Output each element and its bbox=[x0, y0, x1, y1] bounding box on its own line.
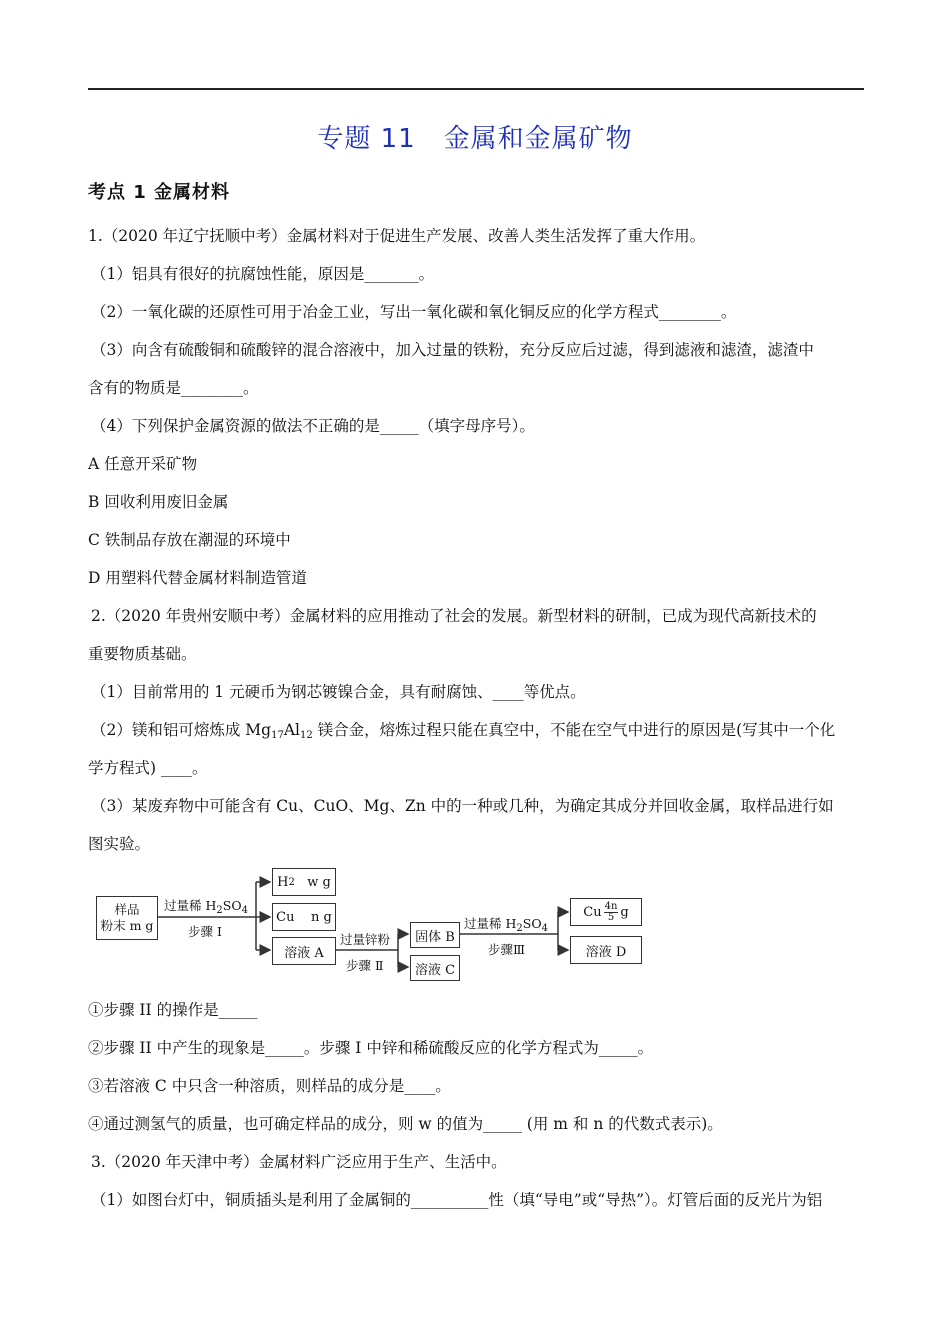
q2-sub-2: ②步骤 II 中产生的现象是_____。步骤 I 中锌和稀硫酸反应的化学方程式为_____。 bbox=[88, 1039, 654, 1057]
step-1-label: 步骤 Ⅰ bbox=[188, 924, 222, 939]
page-title bbox=[0, 118, 950, 155]
fraction-4n-5: $\frac{4n}{5}$ bbox=[604, 900, 618, 923]
q2-sub-3: ③若溶液 C 中只含一种溶质，则样品的成分是____。 bbox=[88, 1077, 451, 1095]
q1-option-b: B 回收利用废旧金属 bbox=[88, 493, 229, 511]
q1-part-1: （1）铝具有很好的抗腐蚀性能，原因是_______。 bbox=[91, 265, 435, 283]
reagent-label-1: 过量稀 $H_2SO_4$ bbox=[164, 898, 248, 916]
q2-part-3b: 图实验。 bbox=[88, 835, 151, 853]
q2-part-1: （1）目前常用的 1 元硬币为钢芯镀镍合金，具有耐腐蚀、____等优点。 bbox=[91, 683, 586, 701]
q1-part-3b: 含有的物质是________。 bbox=[88, 379, 259, 397]
solution-a-box: 溶液 A bbox=[272, 937, 336, 965]
copper-fraction-box: Cu $\frac{4n}{5}$ g bbox=[570, 898, 642, 926]
solution-d-box: 溶液 D bbox=[570, 936, 642, 964]
hydrogen-box: H 2 w g bbox=[272, 868, 336, 896]
q3-part-1: （1）如图台灯中，铜质插头是利用了金属铜的__________性（填“导电”或“导热”）。灯管后面的反光片为铝 bbox=[91, 1191, 823, 1209]
q1-part-2: （2）一氧化碳的还原性可用于冶金工业，写出一氧化碳和氧化铜反应的化学方程式________。 bbox=[91, 303, 737, 321]
experiment-flow-diagram bbox=[92, 862, 652, 986]
q1-option-a: A 任意开采矿物 bbox=[88, 455, 198, 473]
section-heading: 考点 1 金属材料 bbox=[88, 182, 231, 203]
q2-part-2a: （2）镁和铝可熔炼成 $Mg_{17}Al_{12}$ 镁合金，熔炼过程只能在真空中，不能在空气中进行的原因是(写其中一个化 bbox=[91, 721, 836, 741]
title-main: 金属和金属矿物 bbox=[443, 124, 633, 154]
step-3-label: 步骤Ⅲ bbox=[488, 942, 526, 957]
q3-stem: 3.（2020 年天津中考）金属材料广泛应用于生产、生活中。 bbox=[91, 1153, 507, 1171]
q1-part-3a: （3）向含有硫酸铜和硫酸锌的混合溶液中，加入过量的铁粉，充分反应后过滤，得到滤液和滤渣，滤渣中 bbox=[91, 341, 814, 359]
solid-b-box: 固体 B bbox=[410, 922, 460, 948]
reagent-label-3: 过量稀 $H_2SO_4$ bbox=[464, 916, 548, 934]
solution-c-box: 溶液 C bbox=[410, 955, 460, 981]
title-prefix: 专题 11 bbox=[317, 124, 416, 154]
reagent-label-2: 过量锌粉 bbox=[340, 932, 391, 947]
q2-stem-b: 重要物质基础。 bbox=[88, 645, 197, 663]
q1-part-4: （4）下列保护金属资源的做法不正确的是_____（填字母序号）。 bbox=[91, 417, 535, 435]
copper-n-box: Cu n g bbox=[272, 903, 336, 931]
q2-sub-1: ①步骤 II 的操作是_____ bbox=[88, 1001, 258, 1019]
q1-option-d: D 用塑料代替金属材料制造管道 bbox=[88, 569, 307, 587]
q2-part-2b: 学方程式) ____。 bbox=[88, 759, 208, 777]
top-rule bbox=[88, 88, 864, 90]
sample-box: 样品 粉末 m g bbox=[96, 896, 158, 940]
q2-stem-a: 2.（2020 年贵州安顺中考）金属材料的应用推动了社会的发展。新型材料的研制，已成为现代高新技术的 bbox=[91, 607, 817, 625]
q1-stem: 1.（2020 年辽宁抚顺中考）金属材料对于促进生产发展、改善人类生活发挥了重大作用。 bbox=[88, 227, 706, 245]
q2-part-3a: （3）某废弃物中可能含有 Cu、CuO、Mg、Zn 中的一种或几种，为确定其成分并回收金属，取样品进行如 bbox=[91, 797, 834, 815]
step-2-label: 步骤 Ⅱ bbox=[346, 958, 384, 973]
q1-option-c: C 铁制品存放在潮湿的环境中 bbox=[88, 531, 291, 549]
q2-sub-4: ④通过测氢气的质量，也可确定样品的成分，则 w 的值为_____ (用 m 和 n 的代数式表示)。 bbox=[88, 1115, 723, 1133]
